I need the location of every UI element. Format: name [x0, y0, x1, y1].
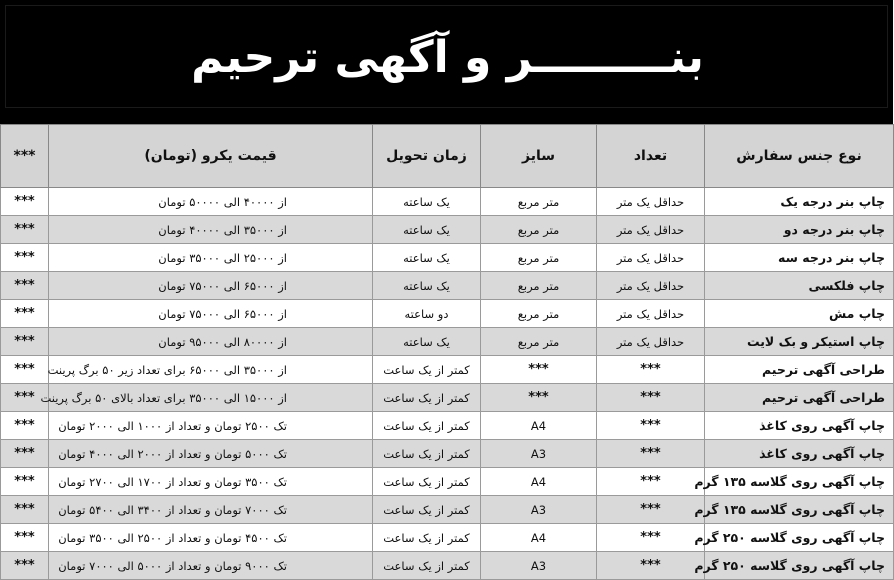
cell-extra: *** — [1, 300, 49, 328]
cell-size: *** — [481, 384, 597, 412]
cell-quantity: *** — [597, 524, 705, 552]
cell-delivery-time: کمتر از یک ساعت — [373, 524, 481, 552]
table-row — [1, 440, 894, 468]
cell-delivery-time: کمتر از یک ساعت — [373, 440, 481, 468]
table-header-row — [1, 125, 894, 188]
cell-delivery-time: یک ساعته — [373, 188, 481, 216]
cell-quantity: *** — [597, 412, 705, 440]
cell-quantity: حداقل یک متر — [597, 328, 705, 356]
cell-size: متر مربع — [481, 216, 597, 244]
cell-price: تک ۵۰۰۰ تومان و تعداد از ۲۰۰۰ الی ۴۰۰۰ تومان — [49, 440, 373, 468]
cell-quantity: حداقل یک متر — [597, 188, 705, 216]
cell-size: متر مربع — [481, 244, 597, 272]
cell-quantity: *** — [597, 356, 705, 384]
cell-size: A4 — [481, 468, 597, 496]
table-row — [1, 384, 894, 412]
table-row — [1, 244, 894, 272]
cell-price: از ۴۰۰۰۰ الی ۵۰۰۰۰ تومان — [49, 188, 373, 216]
table-row — [1, 496, 894, 524]
table-row — [1, 356, 894, 384]
header-size: سایز — [481, 125, 597, 188]
cell-order-type: طراحی آگهی ترحیم — [705, 384, 894, 412]
table-row — [1, 468, 894, 496]
cell-extra: *** — [1, 216, 49, 244]
cell-order-type: طراحی آگهی ترحیم — [705, 356, 894, 384]
cell-size: متر مربع — [481, 272, 597, 300]
cell-size: A3 — [481, 440, 597, 468]
cell-order-type: چاپ آگهی روی کاغذ — [705, 412, 894, 440]
cell-quantity: *** — [597, 440, 705, 468]
cell-size: A4 — [481, 524, 597, 552]
cell-size: متر مربع — [481, 300, 597, 328]
cell-extra: *** — [1, 524, 49, 552]
cell-delivery-time: کمتر از یک ساعت — [373, 552, 481, 580]
cell-quantity: حداقل یک متر — [597, 244, 705, 272]
cell-size: متر مربع — [481, 328, 597, 356]
cell-order-type: چاپ آگهی روی گلاسه ۱۳۵ گرم — [705, 496, 894, 524]
cell-quantity: *** — [597, 384, 705, 412]
cell-price: از ۳۵۰۰۰ الی ۴۰۰۰۰ تومان — [49, 216, 373, 244]
cell-size: A3 — [481, 496, 597, 524]
table-row — [1, 412, 894, 440]
cell-order-type: چاپ بنر درجه دو — [705, 216, 894, 244]
table-row — [1, 524, 894, 552]
cell-delivery-time: کمتر از یک ساعت — [373, 496, 481, 524]
cell-delivery-time: دو ساعته — [373, 300, 481, 328]
cell-quantity: حداقل یک متر — [597, 216, 705, 244]
cell-quantity: حداقل یک متر — [597, 272, 705, 300]
cell-extra: *** — [1, 440, 49, 468]
cell-delivery-time: یک ساعته — [373, 328, 481, 356]
cell-delivery-time: یک ساعته — [373, 244, 481, 272]
cell-price: تک ۴۵۰۰ تومان و تعداد از ۲۵۰۰ الی ۳۵۰۰ تومان — [49, 524, 373, 552]
cell-price: از ۶۵۰۰۰ الی ۷۵۰۰۰ تومان — [49, 272, 373, 300]
cell-order-type: چاپ مش — [705, 300, 894, 328]
cell-size: متر مربع — [481, 188, 597, 216]
cell-size: *** — [481, 356, 597, 384]
cell-quantity: *** — [597, 468, 705, 496]
cell-price: از ۸۰۰۰۰ الی ۹۵۰۰۰ تومان — [49, 328, 373, 356]
cell-quantity: حداقل یک متر — [597, 300, 705, 328]
cell-quantity: *** — [597, 496, 705, 524]
cell-size: A3 — [481, 552, 597, 580]
cell-extra: *** — [1, 356, 49, 384]
cell-price: از ۳۵۰۰۰ الی ۶۵۰۰۰ برای تعداد زیر ۵۰ برگ پرینت — [49, 356, 373, 384]
cell-extra: *** — [1, 412, 49, 440]
cell-order-type: چاپ بنر درجه یک — [705, 188, 894, 216]
cell-order-type: چاپ استیکر و بک لایت — [705, 328, 894, 356]
cell-quantity: *** — [597, 552, 705, 580]
cell-price: تک ۹۰۰۰ تومان و تعداد از ۵۰۰۰ الی ۷۰۰۰ تومان — [49, 552, 373, 580]
cell-price: تک ۷۰۰۰ تومان و تعداد از ۳۴۰۰ الی ۵۴۰۰ تومان — [49, 496, 373, 524]
cell-order-type: چاپ بنر درجه سه — [705, 244, 894, 272]
cell-extra: *** — [1, 468, 49, 496]
cell-extra: *** — [1, 244, 49, 272]
title-banner — [0, 0, 893, 124]
page-title: بنـــــــــر و آگهی ترحیم — [191, 32, 704, 83]
cell-delivery-time: کمتر از یک ساعت — [373, 384, 481, 412]
cell-price: از ۱۵۰۰۰ الی ۳۵۰۰۰ برای تعداد بالای ۵۰ برگ پرینت — [49, 384, 373, 412]
table-row — [1, 216, 894, 244]
header-delivery-time: زمان تحویل — [373, 125, 481, 188]
cell-extra: *** — [1, 328, 49, 356]
header-order-type: نوع جنس سفارش — [705, 125, 894, 188]
table-row — [1, 552, 894, 580]
cell-delivery-time: کمتر از یک ساعت — [373, 356, 481, 384]
cell-delivery-time: یک ساعته — [373, 216, 481, 244]
cell-size: A4 — [481, 412, 597, 440]
cell-extra: *** — [1, 272, 49, 300]
table-row — [1, 272, 894, 300]
cell-price: از ۶۵۰۰۰ الی ۷۵۰۰۰ تومان — [49, 300, 373, 328]
table-row — [1, 300, 894, 328]
header-quantity: تعداد — [597, 125, 705, 188]
price-table — [0, 124, 894, 580]
cell-price: تک ۳۵۰۰ تومان و تعداد از ۱۷۰۰ الی ۲۷۰۰ تومان — [49, 468, 373, 496]
cell-extra: *** — [1, 496, 49, 524]
cell-order-type: چاپ آگهی روی گلاسه ۲۵۰ گرم — [705, 552, 894, 580]
cell-order-type: چاپ آگهی روی گلاسه ۱۳۵ گرم — [705, 468, 894, 496]
cell-delivery-time: یک ساعته — [373, 272, 481, 300]
cell-order-type: چاپ فلکسی — [705, 272, 894, 300]
cell-extra: *** — [1, 384, 49, 412]
cell-order-type: چاپ آگهی روی گلاسه ۲۵۰ گرم — [705, 524, 894, 552]
cell-order-type: چاپ آگهی روی کاغذ — [705, 440, 894, 468]
cell-price: تک ۲۵۰۰ تومان و تعداد از ۱۰۰۰ الی ۲۰۰۰ تومان — [49, 412, 373, 440]
header-price: قیمت یکرو (تومان) — [49, 125, 373, 188]
table-row — [1, 328, 894, 356]
cell-extra: *** — [1, 552, 49, 580]
cell-extra: *** — [1, 188, 49, 216]
header-extra: *** — [1, 125, 49, 188]
title-frame — [5, 5, 888, 108]
cell-delivery-time: کمتر از یک ساعت — [373, 412, 481, 440]
table-row — [1, 188, 894, 216]
cell-delivery-time: کمتر از یک ساعت — [373, 468, 481, 496]
cell-price: از ۲۵۰۰۰ الی ۳۵۰۰۰ تومان — [49, 244, 373, 272]
